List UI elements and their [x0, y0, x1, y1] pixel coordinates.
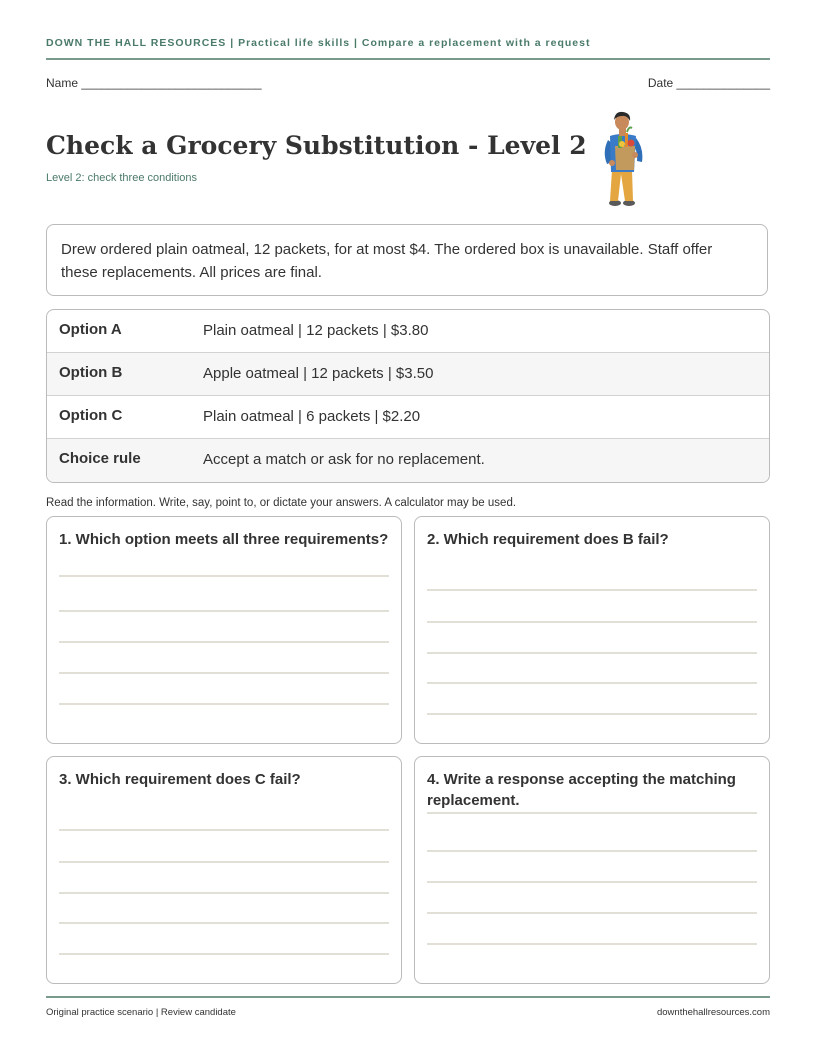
answer-line[interactable] [427, 881, 757, 883]
choice-rule-value: Accept a match or ask for no replacement. [203, 451, 485, 468]
instructions: Read the information. Write, say, point to, or dictate your answers. A calculator may be used. [46, 497, 517, 509]
person-with-grocery-bag-icon [598, 108, 650, 208]
table-row [47, 439, 769, 483]
footer-note: Original practice scenario | Review candidate [46, 1007, 236, 1018]
question-text: 2. Which requirement does B fail? [427, 531, 669, 548]
table-row [47, 396, 769, 439]
answer-line[interactable] [59, 922, 389, 924]
answer-line[interactable] [427, 652, 757, 654]
question-box-2 [414, 516, 770, 744]
option-label: Option A [59, 321, 122, 338]
page-title: Check a Grocery Substitution - Level 2 [46, 131, 587, 160]
answer-line[interactable] [59, 641, 389, 643]
option-value: Apple oatmeal | 12 packets | $3.50 [203, 365, 434, 382]
answer-line[interactable] [59, 610, 389, 612]
question-text: 3. Which requirement does C fail? [59, 771, 301, 788]
option-label: Option C [59, 407, 123, 424]
options-table [46, 309, 770, 483]
option-value: Plain oatmeal | 12 packets | $3.80 [203, 322, 429, 339]
answer-line[interactable] [59, 575, 389, 577]
answer-line[interactable] [59, 861, 389, 863]
table-row [47, 310, 769, 353]
question-box-1 [46, 516, 402, 744]
name-field[interactable]: Name ___________________________ [46, 76, 262, 90]
answer-line[interactable] [59, 829, 389, 831]
answer-line[interactable] [427, 943, 757, 945]
question-box-3 [46, 756, 402, 984]
answer-line[interactable] [59, 953, 389, 955]
answer-line[interactable] [427, 812, 757, 814]
answer-line[interactable] [59, 892, 389, 894]
scenario-box: Drew ordered plain oatmeal, 12 packets, for at most $4. The ordered box is unavailable. Staff offer these replacements. All prices are final. [46, 224, 768, 296]
question-text: 1. Which option meets all three requirements? [59, 531, 389, 548]
option-value: Plain oatmeal | 6 packets | $2.20 [203, 408, 421, 425]
answer-line[interactable] [427, 621, 757, 623]
question-text: 4. Write a response accepting the matching replacement. [427, 771, 736, 809]
answer-line[interactable] [427, 589, 757, 591]
footer-divider [46, 996, 770, 998]
answer-line[interactable] [427, 713, 757, 715]
choice-rule-label: Choice rule [59, 450, 141, 467]
question-box-4 [414, 756, 770, 984]
table-row [47, 353, 769, 396]
answer-line[interactable] [427, 912, 757, 914]
date-field[interactable]: Date ______________ [647, 76, 770, 90]
answer-line[interactable] [427, 682, 757, 684]
page-subtitle: Level 2: check three conditions [46, 172, 198, 184]
footer-website-link[interactable]: downthehallresources.com [656, 1007, 770, 1018]
option-label: Option B [59, 364, 123, 381]
resource-header: DOWN THE HALL RESOURCES | Practical life skills | Compare a replacement with a request [46, 37, 591, 49]
header-divider [46, 58, 770, 60]
answer-line[interactable] [427, 850, 757, 852]
answer-line[interactable] [59, 672, 389, 674]
answer-line[interactable] [59, 703, 389, 705]
